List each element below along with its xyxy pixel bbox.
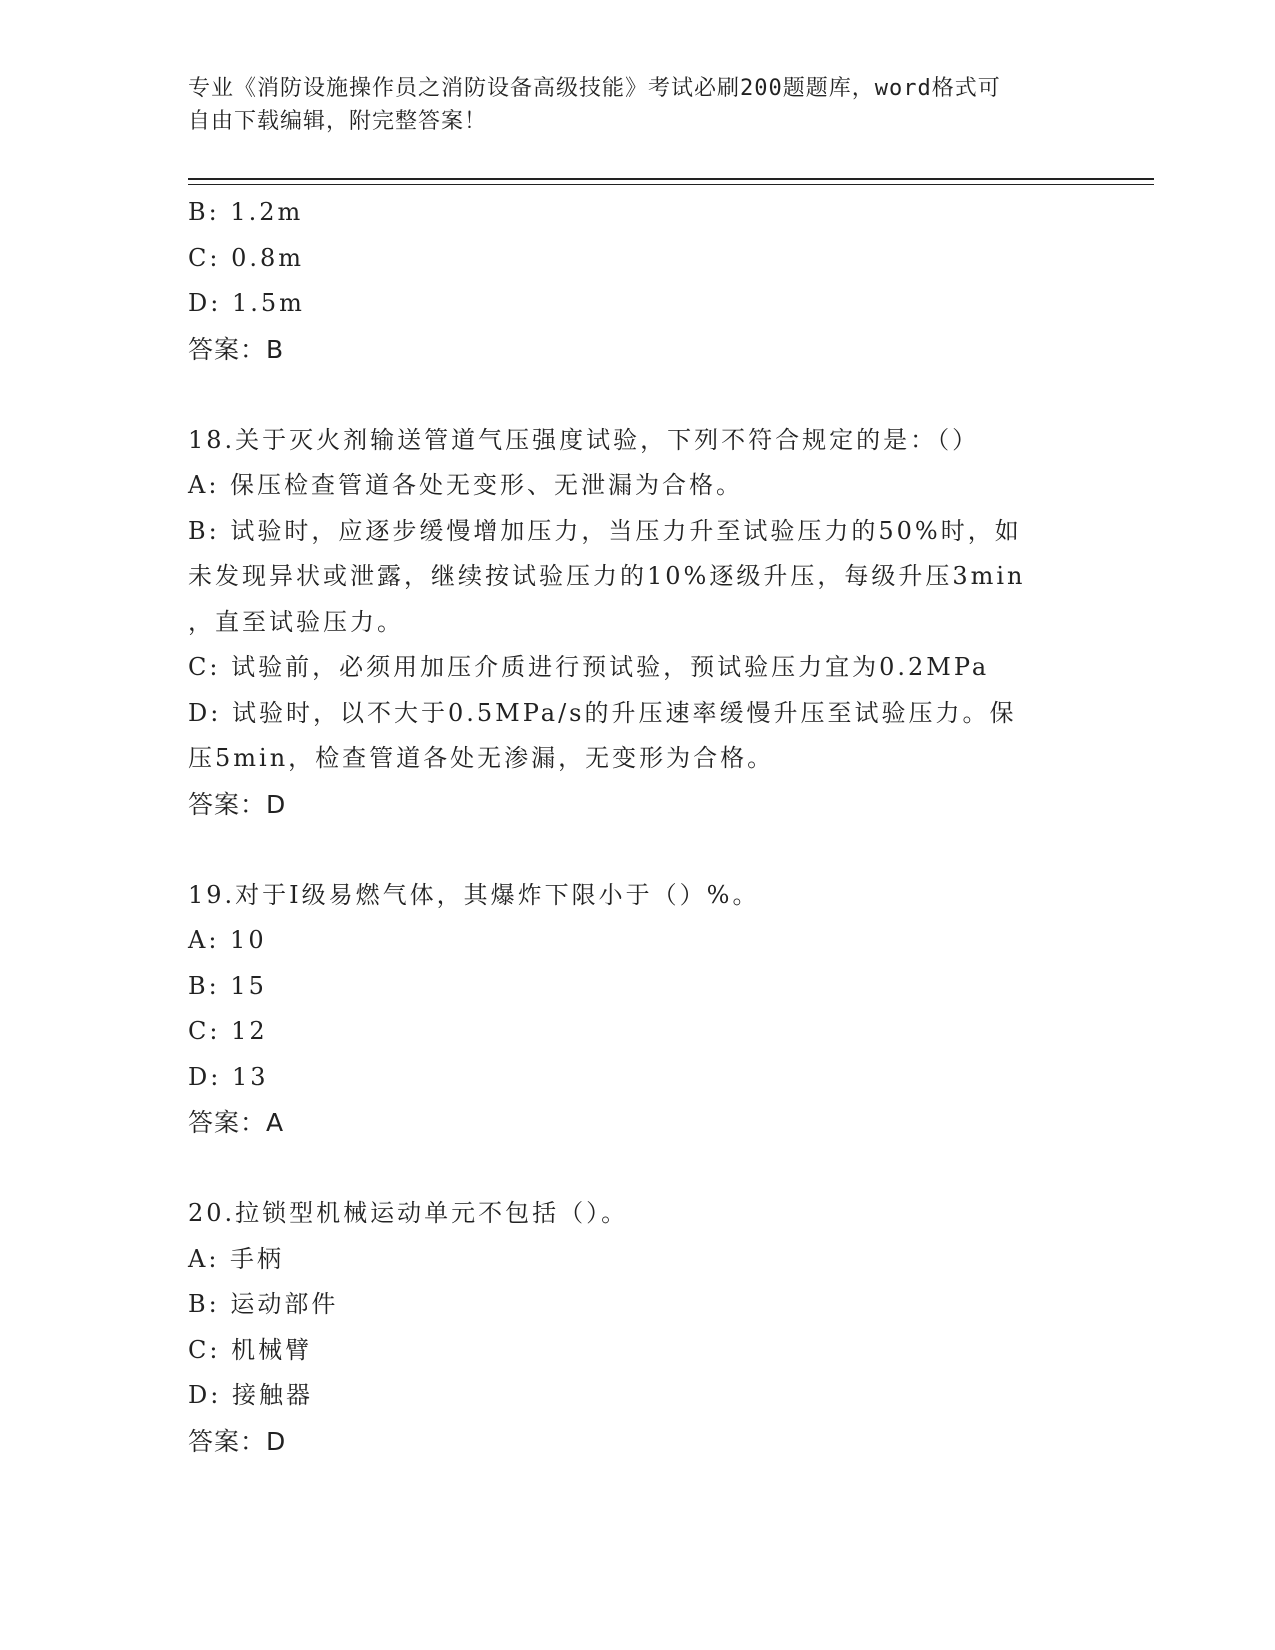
header-divider-thin bbox=[188, 184, 1154, 185]
header-divider-thick bbox=[188, 178, 1154, 180]
q19-option-a: A: 10 bbox=[188, 926, 267, 954]
q19-option-d: D: 13 bbox=[188, 1062, 269, 1091]
spacer bbox=[188, 1146, 1088, 1192]
question-20-block bbox=[188, 1191, 1088, 1464]
header-line-1: 专业《消防设施操作员之消防设备高级技能》考试必刷200题题库，word格式可 bbox=[188, 76, 1001, 101]
question-19-block bbox=[188, 873, 1088, 1146]
q19-option-b: B: 15 bbox=[188, 971, 267, 1000]
q20-question: 20.拉锁型机械运动单元不包括（）。 bbox=[188, 1199, 629, 1227]
q18-option-b-line-2: 未发现异状或泄露，继续按试验压力的10%逐级升压，每级升压3min bbox=[188, 562, 1026, 590]
q17-option-b: B: 1.2m bbox=[188, 198, 304, 226]
document-body bbox=[188, 190, 1088, 1464]
q19-answer: 答案：A bbox=[188, 1108, 285, 1137]
q17-option-c: C: 0.8m bbox=[188, 243, 305, 272]
q18-option-d-line-2: 压5min，检查管道各处无渗漏，无变形为合格。 bbox=[188, 744, 775, 772]
q18-answer: 答案：D bbox=[188, 789, 287, 819]
header-line-2: 自由下载编辑，附完整答案！ bbox=[188, 109, 488, 134]
spacer bbox=[188, 372, 1088, 418]
question-18-block bbox=[188, 418, 1088, 828]
page-header bbox=[188, 72, 1088, 138]
q18-question: 18.关于灭火剂输送管道气压强度试验，下列不符合规定的是：（） bbox=[188, 425, 980, 454]
q19-question: 19.对于Ⅰ级易燃气体，其爆炸下限小于（）%。 bbox=[188, 880, 760, 909]
q18-option-b-line-3: ，直至试验压力。 bbox=[188, 607, 404, 636]
q20-option-d: D: 接触器 bbox=[188, 1381, 313, 1409]
q18-option-d-line-1: D: 试验时，以不大于0.5MPa/s的升压速率缓慢升压至试验压力。保 bbox=[188, 698, 1017, 727]
q17-option-d: D: 1.5m bbox=[188, 289, 305, 317]
question-17-block bbox=[188, 190, 1088, 372]
q18-option-a: A: 保压检查管道各处无变形、无泄漏为合格。 bbox=[188, 471, 744, 499]
q20-option-a: A: 手柄 bbox=[188, 1244, 285, 1273]
q20-option-b: B: 运动部件 bbox=[188, 1290, 339, 1318]
q20-option-c: C: 机械臂 bbox=[188, 1335, 313, 1364]
spacer bbox=[188, 827, 1088, 873]
q18-option-b-line-1: B: 试验时，应逐步缓慢增加压力，当压力升至试验压力的50%时，如 bbox=[188, 516, 1022, 545]
q19-option-c: C: 12 bbox=[188, 1017, 268, 1045]
q18-option-c: C: 试验前，必须用加压介质进行预试验，预试验压力宜为0.2MPa bbox=[188, 653, 990, 681]
q17-answer: 答案：B bbox=[188, 334, 285, 364]
q20-answer: 答案：D bbox=[188, 1426, 287, 1456]
